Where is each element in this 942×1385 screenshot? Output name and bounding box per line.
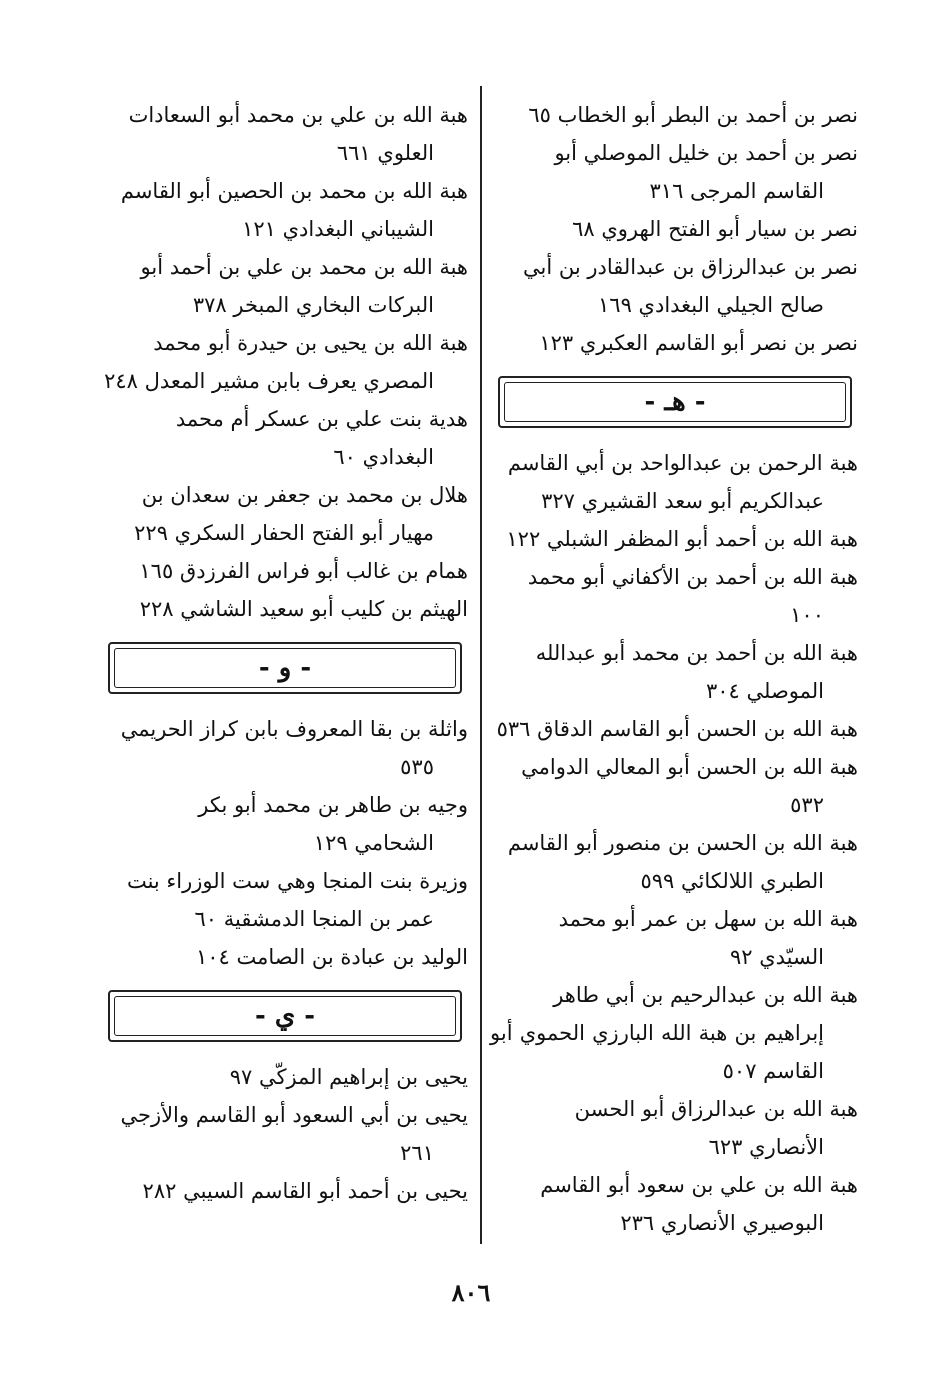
index-entry	[100, 324, 468, 400]
entry-list	[490, 444, 858, 1242]
entry-text: هبة الله بن أحمد بن الأكفاني أبو محمد	[527, 565, 858, 589]
entry-text: وزيرة بنت المنجا وهي ست الوزراء بنت	[126, 869, 468, 893]
entry-continuation: المصري يعرف بابن مشير المعدل ٢٤٨	[104, 369, 434, 393]
entry-text: الوليد بن عبادة بن الصامت ١٠٤	[195, 945, 468, 969]
entry-text: هبة الرحمن بن عبدالواحد بن أبي القاسم	[507, 451, 858, 475]
entry-text: واثلة بن بقا المعروف بابن كراز الحريمي	[120, 717, 468, 741]
index-entry	[100, 862, 468, 938]
entry-continuation: البوصيري الأنصاري ٢٣٦	[620, 1211, 824, 1235]
entry-continuation: الأنصاري ٦٢٣	[708, 1135, 824, 1159]
entry-continuation: الشيباني البغدادي ١٢١	[242, 217, 434, 241]
index-entry	[490, 444, 858, 520]
section-label: - ي -	[254, 1001, 316, 1031]
entry-list	[490, 96, 858, 362]
page-number: ٨٠٦	[451, 1278, 491, 1307]
entry-text: هبة الله بن الحسن أبو القاسم الدقاق ٥٣٦	[496, 717, 858, 741]
index-entry	[490, 710, 858, 748]
index-entry	[490, 96, 858, 134]
entry-text: نصر بن أحمد بن خليل الموصلي أبو	[554, 141, 858, 165]
entry-text: هبة الله بن محمد بن علي بن أحمد أبو	[140, 255, 468, 279]
section-heading-waw	[108, 642, 462, 694]
section-heading-ha	[498, 376, 852, 428]
entry-continuation: مهيار أبو الفتح الحفار السكري ٢٢٩	[134, 521, 434, 545]
entry-continuation: ٥٣٢	[790, 793, 824, 817]
entry-continuation: صالح الجيلي البغدادي ١٦٩	[598, 293, 824, 317]
entry-continuation: الموصلي ٣٠٤	[705, 679, 824, 703]
entry-text: نصر بن نصر أبو القاسم العكبري ١٢٣	[539, 331, 858, 355]
index-entry	[100, 590, 468, 628]
entry-text: هبة الله بن أحمد أبو المظفر الشبلي ١٢٢	[506, 527, 858, 551]
entry-list	[100, 710, 468, 976]
entry-continuation: القاسم المرجى ٣١٦	[649, 179, 824, 203]
entry-continuation: البغدادي ٦٠	[333, 445, 434, 469]
index-entry	[490, 324, 858, 362]
entry-continuation: السيّدي ٩٢	[729, 945, 824, 969]
entry-text: هبة الله بن الحسن أبو المعالي الدوامي	[521, 755, 858, 779]
index-entry	[490, 248, 858, 324]
entry-text: همام بن غالب أبو فراس الفرزدق ١٦٥	[139, 559, 468, 583]
entry-text: هبة الله بن عبدالرزاق أبو الحسن	[574, 1097, 858, 1121]
entry-continuation: ١٠٠	[790, 603, 824, 627]
entry-continuation: عمر بن المنجا الدمشقية ٦٠	[194, 907, 434, 931]
index-entry	[100, 710, 468, 786]
index-entry	[100, 1096, 468, 1172]
index-entry	[490, 210, 858, 248]
entry-text: وجيه بن طاهر بن محمد أبو بكر	[198, 793, 468, 817]
entry-text: هبة الله بن سهل بن عمر أبو محمد	[558, 907, 858, 931]
entry-continuation: الطبري اللالكائي ٥٩٩	[640, 869, 824, 893]
entry-text: هبة الله بن يحيى بن حيدرة أبو محمد	[153, 331, 468, 355]
index-entry	[490, 134, 858, 210]
entry-text: يحيى بن إبراهيم المزكّي ٩٧	[229, 1065, 468, 1089]
right-column	[490, 96, 858, 1242]
entry-text: هلال بن محمد بن جعفر بن سعدان بن	[141, 483, 468, 507]
entry-text: نصر بن سيار أبو الفتح الهروي ٦٨	[572, 217, 858, 241]
entry-text: نصر بن عبدالرزاق بن عبدالقادر بن أبي	[523, 255, 858, 279]
entry-continuation: البركات البخاري المبخر ٣٧٨	[192, 293, 434, 317]
entry-text: الهيثم بن كليب أبو سعيد الشاشي ٢٢٨	[139, 597, 468, 621]
index-entry	[100, 786, 468, 862]
index-entry	[100, 1172, 468, 1210]
index-entry	[490, 1090, 858, 1166]
index-entry	[490, 634, 858, 710]
entry-continuation: العلوي ٦٦١	[336, 141, 434, 165]
index-entry	[100, 552, 468, 590]
index-entry	[100, 400, 468, 476]
section-label: - و -	[258, 653, 312, 683]
entry-text: هبة الله بن الحسن بن منصور أبو القاسم	[507, 831, 858, 855]
entry-text: هبة الله بن علي بن سعود أبو القاسم	[540, 1173, 858, 1197]
entry-list	[100, 1058, 468, 1210]
entry-continuation: الشحامي ١٢٩	[313, 831, 434, 855]
entry-list	[100, 96, 468, 628]
index-entry	[490, 520, 858, 558]
entry-text: هبة الله بن أحمد بن محمد أبو عبدالله	[535, 641, 858, 665]
index-entry	[490, 558, 858, 634]
left-column	[100, 96, 468, 1210]
entry-text: هبة الله بن عبدالرحيم بن أبي طاهر	[553, 983, 858, 1007]
entry-continuation: عبدالكريم أبو سعد القشيري ٣٢٧	[541, 489, 824, 513]
index-entry	[100, 938, 468, 976]
index-entry	[100, 476, 468, 552]
entry-text: يحيى بن أحمد أبو القاسم السيبي ٢٨٢	[142, 1179, 468, 1203]
index-entry	[100, 248, 468, 324]
index-entry	[490, 824, 858, 900]
index-entry	[490, 748, 858, 824]
entry-text: هبة الله بن علي بن محمد أبو السعادات	[128, 103, 468, 127]
entry-text: هدية بنت علي بن عسكر أم محمد	[175, 407, 468, 431]
section-heading-ya	[108, 990, 462, 1042]
entry-continuation: ٢٦١	[400, 1141, 434, 1165]
index-entry	[490, 976, 858, 1090]
section-label: - هـ -	[644, 387, 706, 417]
index-entry	[490, 900, 858, 976]
index-entry	[490, 1166, 858, 1242]
column-divider	[480, 86, 482, 1244]
entry-text: هبة الله بن محمد بن الحصين أبو القاسم	[120, 179, 468, 203]
entry-continuation: ٥٣٥	[400, 755, 434, 779]
index-entry	[100, 172, 468, 248]
entry-text: يحيى بن أبي السعود أبو القاسم والأزجي	[120, 1103, 468, 1127]
index-entry	[100, 1058, 468, 1096]
entry-continuation: إبراهيم بن هبة الله البارزي الحموي أبو القاسم ٥٠٧	[490, 1021, 824, 1083]
entry-text: نصر بن أحمد بن البطر أبو الخطاب ٦٥	[528, 103, 858, 127]
index-entry	[100, 96, 468, 172]
